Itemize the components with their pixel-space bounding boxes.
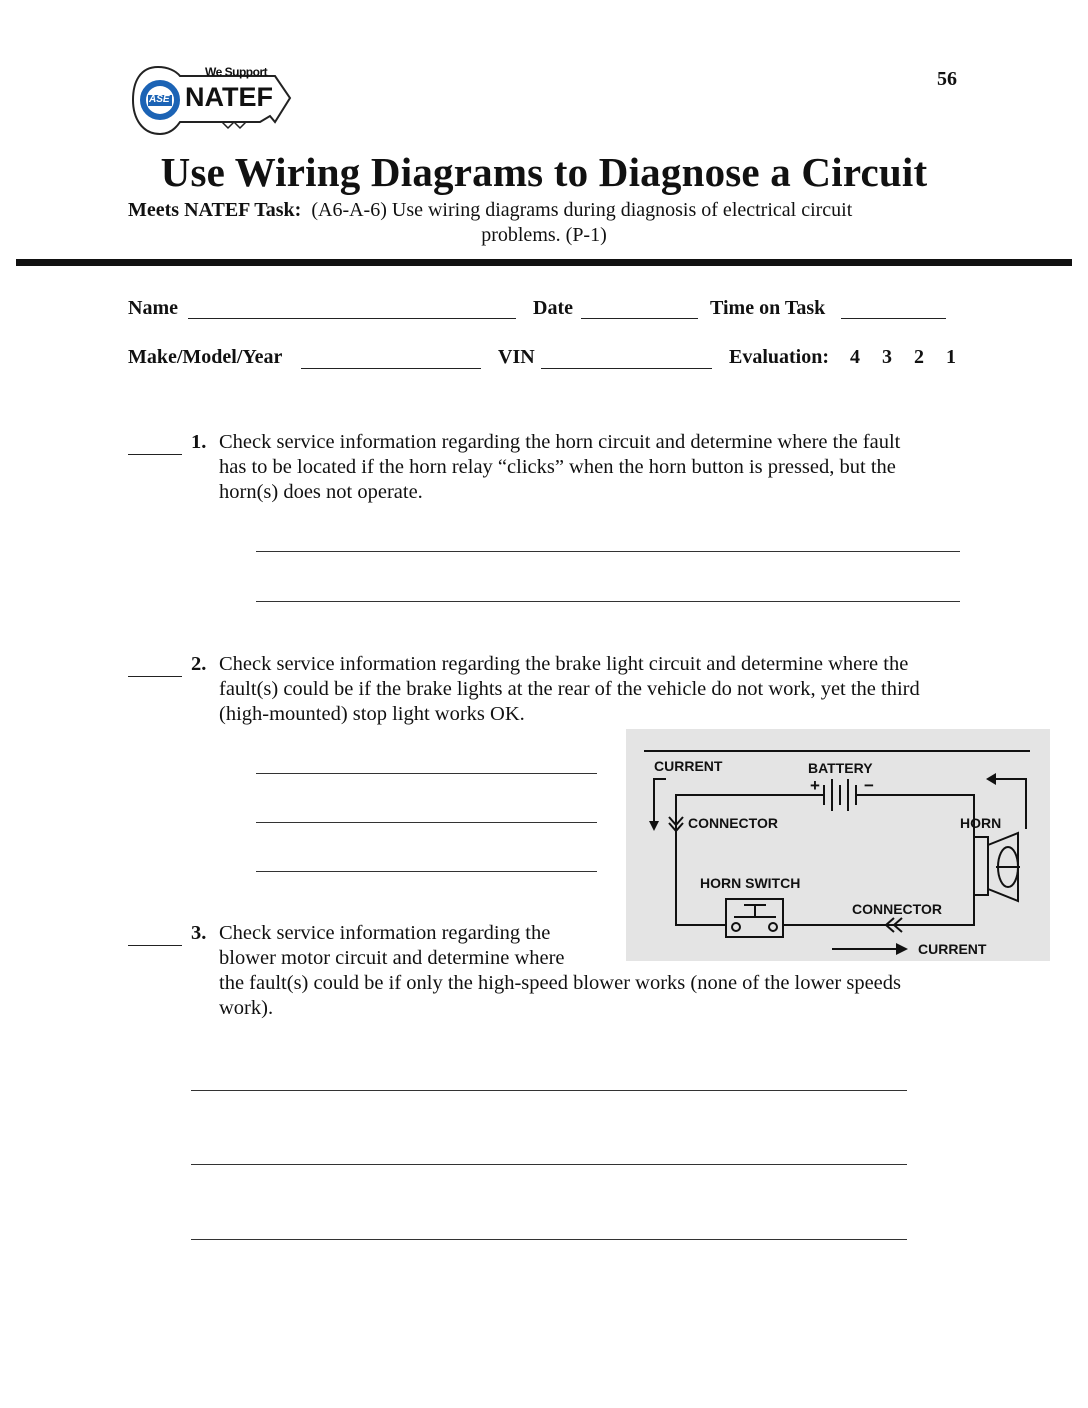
task-label: Meets NATEF Task: <box>128 199 302 221</box>
vin-field[interactable] <box>541 368 712 369</box>
q3-line-3: the fault(s) could be if only the high-speed blower works (none of the lower speeds <box>219 972 902 994</box>
logo-top-text: We Support <box>205 65 268 79</box>
diagram-connector-left-label: CONNECTOR <box>688 815 778 831</box>
make-model-year-label: Make/Model/Year <box>128 346 283 368</box>
date-label: Date <box>533 297 573 319</box>
make-model-year-field[interactable] <box>301 368 481 369</box>
date-field[interactable] <box>581 318 698 319</box>
q1-number: 1. <box>191 431 207 453</box>
q1-answer-line-2[interactable] <box>256 601 960 602</box>
logo-brand-text: NATEF <box>185 82 273 112</box>
q3-line-1: Check service information regarding the <box>219 922 551 944</box>
header-divider <box>16 259 1072 266</box>
q3-text <box>219 921 901 1021</box>
q3-checkoff-blank[interactable] <box>128 945 182 946</box>
natef-logo <box>130 62 295 140</box>
q2-answer-line-3[interactable] <box>256 871 597 872</box>
q3-answer-line-3[interactable] <box>191 1239 907 1240</box>
evaluation-score-4[interactable]: 4 <box>850 346 860 368</box>
diagram-battery-label: BATTERY <box>808 760 873 776</box>
q2-answer-line-2[interactable] <box>256 822 597 823</box>
time-on-task-field[interactable] <box>841 318 946 319</box>
logo-badge-text: ASE <box>149 94 170 105</box>
task-description: (A6-A-6) Use wiring diagrams during diagnosis of electrical circuit <box>311 199 853 221</box>
q2-line-1: Check service information regarding the brake light circuit and determine where the <box>219 653 909 675</box>
q1-answer-line-1[interactable] <box>256 551 960 552</box>
evaluation-score-3[interactable]: 3 <box>882 346 892 368</box>
q2-text <box>219 652 920 727</box>
q2-answer-line-1[interactable] <box>256 773 597 774</box>
q1-checkoff-blank[interactable] <box>128 454 182 455</box>
evaluation-score-1[interactable]: 1 <box>946 346 956 368</box>
name-label: Name <box>128 297 178 319</box>
page-number: 56 <box>937 68 957 90</box>
page-title: Use Wiring Diagrams to Diagnose a Circuit <box>160 149 928 195</box>
task-line-2: problems. (P-1) <box>481 224 607 246</box>
q3-number: 3. <box>191 922 207 944</box>
time-on-task-label: Time on Task <box>710 297 826 319</box>
q1-line-1: Check service information regarding the horn circuit and determine where the fault <box>219 431 901 453</box>
diagram-plus-sign: + <box>810 776 820 795</box>
q1-line-2: has to be located if the horn relay “clicks” when the horn button is pressed, but the <box>219 456 896 478</box>
q2-line-2: fault(s) could be if the brake lights at the rear of the vehicle do not work, yet the third <box>219 678 920 700</box>
diagram-connector-bottom-label: CONNECTOR <box>852 901 942 917</box>
evaluation-label: Evaluation: <box>729 346 830 368</box>
vin-label: VIN <box>498 346 535 368</box>
q3-line-4: work). <box>219 997 274 1019</box>
task-line-1 <box>128 199 852 222</box>
q1-line-3: horn(s) does not operate. <box>219 481 423 503</box>
q3-line-2: blower motor circuit and determine where <box>219 947 565 969</box>
diagram-horn-label: HORN <box>960 815 1002 831</box>
diagram-current-bottom-label: CURRENT <box>918 941 987 957</box>
q2-number: 2. <box>191 653 207 675</box>
diagram-minus-sign: − <box>864 776 874 795</box>
q1-text <box>219 430 900 505</box>
name-field[interactable] <box>188 318 516 319</box>
q2-checkoff-blank[interactable] <box>128 676 182 677</box>
q2-line-3: (high-mounted) stop light works OK. <box>219 703 525 725</box>
q3-answer-line-2[interactable] <box>191 1164 907 1165</box>
q3-answer-line-1[interactable] <box>191 1090 907 1091</box>
diagram-current-top-label: CURRENT <box>654 758 723 774</box>
diagram-horn-switch-label: HORN SWITCH <box>700 875 801 891</box>
evaluation-score-2[interactable]: 2 <box>914 346 924 368</box>
